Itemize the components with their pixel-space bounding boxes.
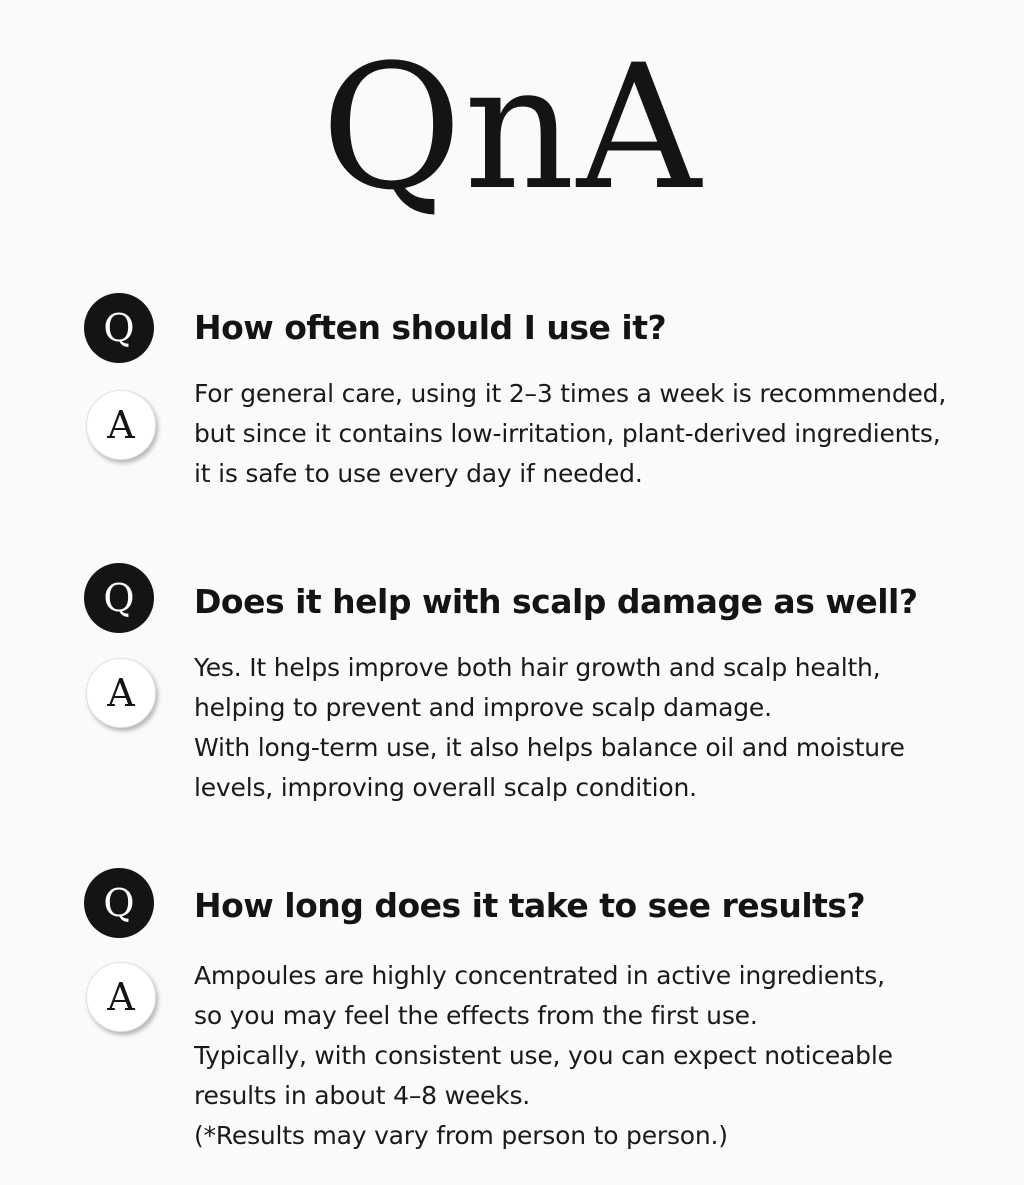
answer-3: [194, 956, 954, 1156]
answer-line: With long-term use, it also helps balance oil and moisture: [194, 733, 905, 762]
answer-line: results in about 4–8 weeks.: [194, 1081, 531, 1110]
page-title: QnA: [321, 27, 703, 228]
question-3: How long does it take to see results?: [194, 886, 866, 925]
answer-line: so you may feel the effects from the first use.: [194, 1001, 758, 1030]
question-badge-icon: Q: [84, 293, 154, 363]
question-badge-icon: Q: [84, 563, 154, 633]
answer-line: it is safe to use every day if needed.: [194, 459, 643, 488]
answer-2: [194, 648, 954, 808]
answer-line: For general care, using it 2–3 times a week is recommended,: [194, 379, 947, 408]
answer-badge-icon: A: [86, 962, 156, 1032]
answer-line: but since it contains low-irritation, plant-derived ingredients,: [194, 419, 941, 448]
question-1: How often should I use it?: [194, 308, 667, 347]
answer-line: Yes. It helps improve both hair growth and scalp health,: [194, 653, 881, 682]
answer-badge-icon: A: [86, 658, 156, 728]
answer-line: Typically, with consistent use, you can expect noticeable: [194, 1041, 893, 1070]
question-2: Does it help with scalp damage as well?: [194, 582, 918, 621]
answer-badge-icon: A: [86, 390, 156, 460]
answer-line: helping to prevent and improve scalp damage.: [194, 693, 772, 722]
answer-line: Ampoules are highly concentrated in active ingredients,: [194, 961, 885, 990]
answer-line: levels, improving overall scalp condition.: [194, 773, 697, 802]
answer-line: (*Results may vary from person to person.): [194, 1121, 728, 1150]
question-badge-icon: Q: [84, 868, 154, 938]
answer-1: [194, 374, 954, 494]
